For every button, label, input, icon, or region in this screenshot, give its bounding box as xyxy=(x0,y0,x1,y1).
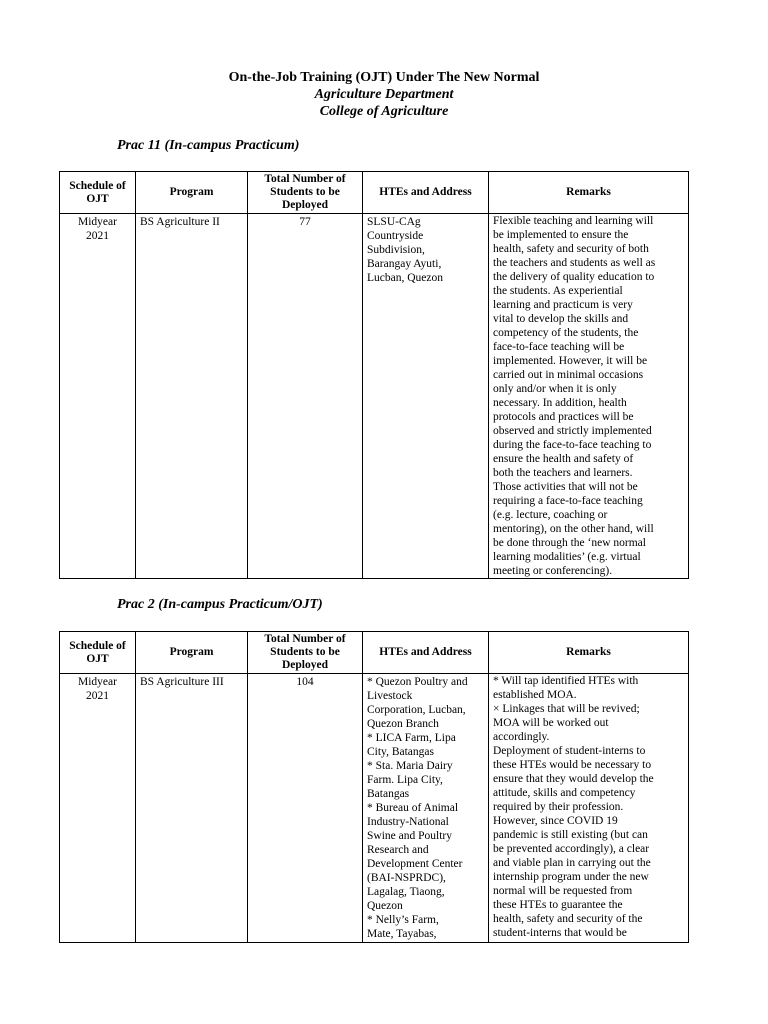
cell-remarks: Flexible teaching and learning will be implemented to ensure the health, safety and security of both the teachers and students as well as the delivery of quality education to the students. As experiential learning and practicum is very vital to develop the skills and competency of the students, the face-to-face teaching will be implemented. However, it will be carried out in minimal occasions only and/or when it is only necessary. In addition, health protocols and practices will be observed and strictly implemented during the face-to-face teaching to ensure the health and safety of both the teachers and learners. Those activities that will not be requiring a face-to-face teaching (e.g. lecture, coaching or mentoring), on the other hand, will be done through the ‘new normal learning modalities’ (e.g. virtual meeting or conferencing). xyxy=(489,214,689,579)
table-row xyxy=(60,214,689,579)
cell-htes: SLSU-CAg Countryside Subdivision, Barangay Ayuti, Lucban, Quezon xyxy=(363,214,489,579)
ojt-table-2 xyxy=(59,631,689,943)
cell-program: BS Agriculture II xyxy=(136,214,248,579)
cell-schedule: Midyear 2021 xyxy=(60,674,136,943)
col-htes: HTEs and Address xyxy=(363,172,489,214)
col-total: Total Number of Students to be Deployed xyxy=(248,172,363,214)
table-header-row xyxy=(60,172,689,214)
department-name: Agriculture Department xyxy=(314,87,454,102)
ojt-table-1 xyxy=(59,171,689,579)
document-title: On-the-Job Training (OJT) Under The New Normal xyxy=(228,70,540,85)
table-header-row xyxy=(60,632,689,674)
col-program: Program xyxy=(136,632,248,674)
col-remarks: Remarks xyxy=(489,172,689,214)
table-row xyxy=(60,674,689,943)
cell-remarks: * Will tap identified HTEs with established MOA. × Linkages that will be revived; MOA will be worked out accordingly. Deployment of student-interns to these HTEs would be necessary to ensure that they would develop the attitude, skills and competency required by their profession. However, since COVID 19 pandemic is still existing (but can be prevented accordingly), a clear and viable plan in carrying out the internship program under the new normal will be requested from these HTEs to guarantee the health, safety and security of the student-interns that would be xyxy=(489,674,689,943)
col-htes: HTEs and Address xyxy=(363,632,489,674)
cell-htes: * Quezon Poultry and Livestock Corporation, Lucban, Quezon Branch * LICA Farm, Lipa City, Batangas * Sta. Maria Dairy Farm. Lipa City, Batangas * Bureau of Animal Industry-National Swine and Poultry Research and Development Center (BAI-NSPRDC), Lagalag, Tiaong, Quezon * Nelly’s Farm, Mate, Tayabas, xyxy=(363,674,489,943)
section2-title: Prac 2 (In-campus Practicum/OJT) xyxy=(117,597,323,612)
col-total: Total Number of Students to be Deployed xyxy=(248,632,363,674)
cell-total: 104 xyxy=(248,674,363,943)
col-remarks: Remarks xyxy=(489,632,689,674)
col-program: Program xyxy=(136,172,248,214)
col-schedule: Schedule of OJT xyxy=(60,172,136,214)
section1-title: Prac 11 (In-campus Practicum) xyxy=(117,138,300,153)
cell-schedule: Midyear 2021 xyxy=(60,214,136,579)
cell-total: 77 xyxy=(248,214,363,579)
cell-program: BS Agriculture III xyxy=(136,674,248,943)
college-name: College of Agriculture xyxy=(319,104,449,119)
col-schedule: Schedule of OJT xyxy=(60,632,136,674)
